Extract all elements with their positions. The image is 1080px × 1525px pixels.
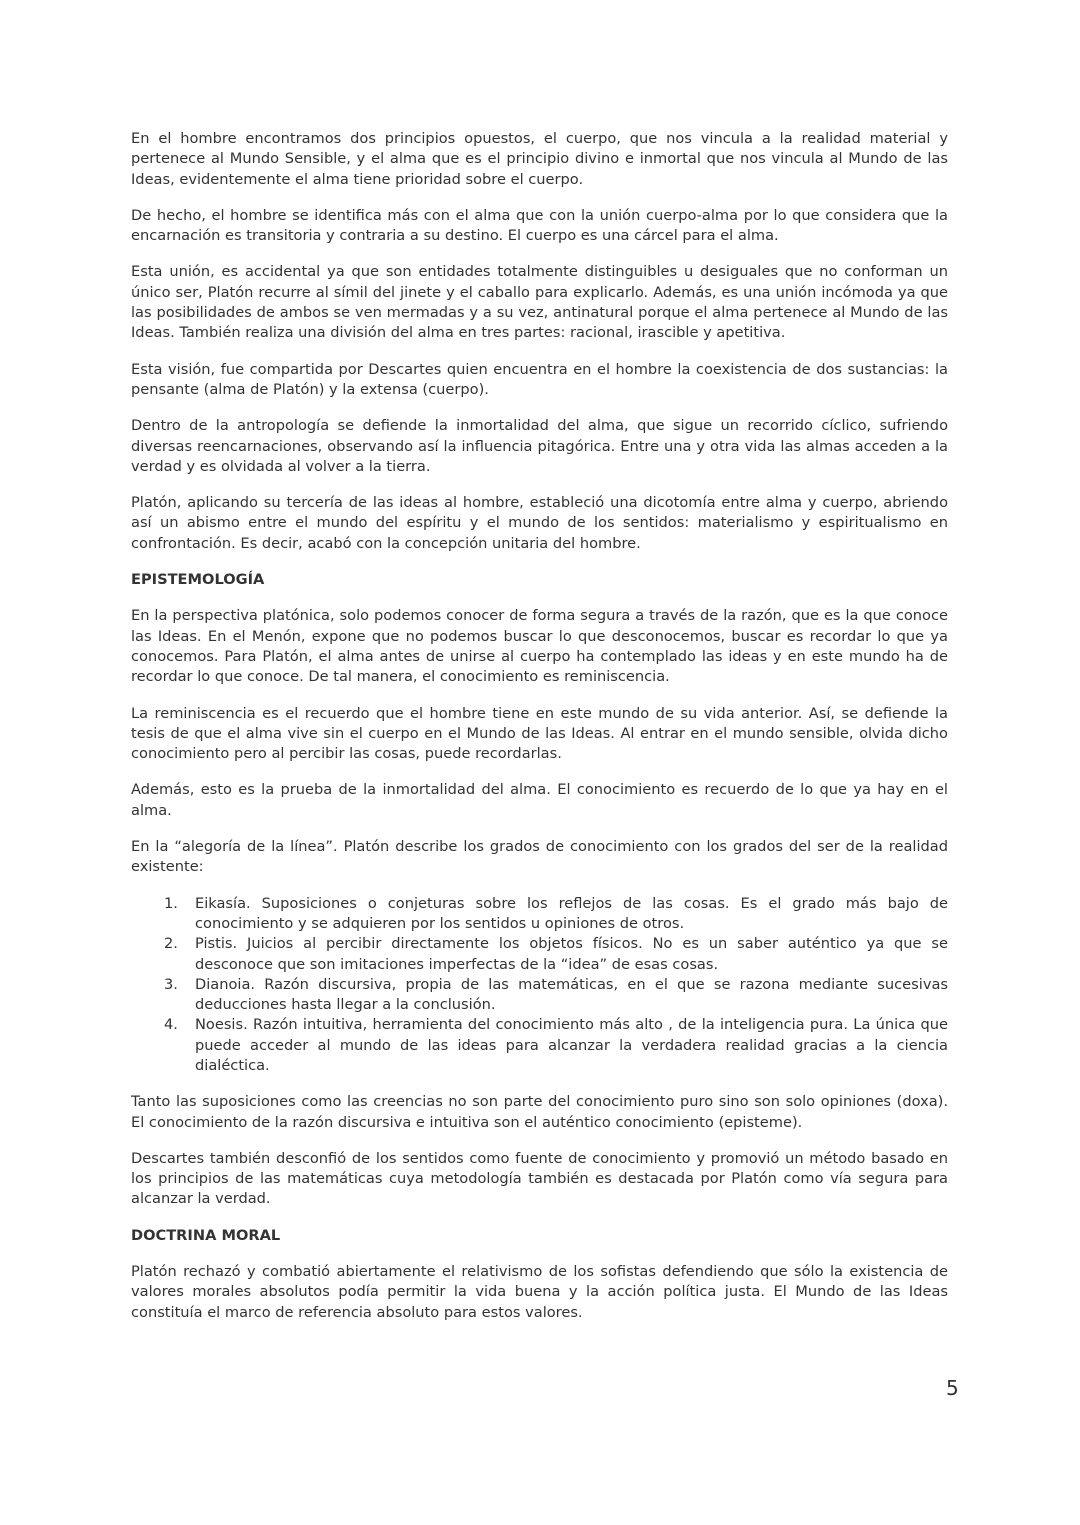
list-number: 2. [164,935,178,953]
section-heading-epistemologia: EPISTEMOLOGÍA [131,571,265,589]
paragraph: En la “alegoría de la línea”. Platón describe los grados de conocimiento con los grados del ser de la realidad existente: [131,838,948,876]
paragraph: De hecho, el hombre se identifica más con el alma que con la unión cuerpo-alma por lo que considera que la encarnación es transitoria y contraria a su destino. El cuerpo es una cárcel para el alma. [131,206,948,245]
page-number: 5 [946,1376,959,1400]
paragraph: Tanto las suposiciones como las creencias no son parte del conocimiento puro sino son solo opiniones (doxa). El conocimiento de la razón discursiva e intuitiva son el auténtico conocimiento (episteme). [131,1093,948,1131]
knowledge-degrees-list [131,894,948,1077]
list-item-text: Noesis. Razón intuitiva, herramienta del conocimiento más alto , de la inteligencia pura. La única que puede acceder al mundo de las ideas para alcanzar la verdadera realidad gracias a la ciencia dialéctica. [195,1016,948,1074]
list-item [131,934,948,975]
list-item-text: Pistis. Juicios al percibir directamente los objetos físicos. No es un saber auténtico ya que se desconoce que son imitaciones imperfectas de la “idea” de esas cosas. [195,935,948,973]
paragraph: Esta visión, fue compartida por Descartes quien encuentra en el hombre la coexistencia de dos sustancias: la pensante (alma de Platón) y la extensa (cuerpo). [131,360,948,398]
paragraph: Platón rechazó y combatió abiertamente el relativismo de los sofistas defendiendo que sólo la existencia de valores morales absolutos podía permitir la vida buena y la acción política justa. El Mundo de las Ideas constituía el marco de referencia absoluto para estos valores. [131,1263,948,1321]
list-item [131,1015,948,1076]
paragraph: Dentro de la antropología se defiende la inmortalidad del alma, que sigue un recorrido cíclico, sufriendo diversas reencarnaciones, observando así la influencia pitagórica. Entre una y otra vida las almas acceden a la verdad y es olvidada al volver a la tierra. [131,417,948,475]
list-item [131,975,948,1016]
section-heading-doctrina-moral: DOCTRINA MORAL [131,1226,281,1244]
list-number: 3. [164,975,178,993]
list-item-text: Dianoia. Razón discursiva, propia de las matemáticas, en el que se razona mediante sucesivas deducciones hasta llegar a la conclusión. [195,975,948,1014]
list-item-text: Eikasía. Suposiciones o conjeturas sobre los reflejos de las cosas. Es el grado más bajo de conocimiento y se adquieren por los sentidos u opiniones de otros. [195,894,948,932]
paragraph: La reminiscencia es el recuerdo que el hombre tiene en este mundo de su vida anterior. Así, se defiende la tesis de que el alma vive sin el cuerpo en el Mundo de las Ideas. Al entrar en el mundo sensible, olvida dicho conocimiento pero al percibir las cosas, puede recordarlas. [131,704,948,763]
paragraph: Descartes también desconfió de los sentidos como fuente de conocimiento y promovió un método basado en los principios de las matemáticas cuya metodología también es destacada por Platón como vía segura para alcanzar la verdad. [131,1149,948,1208]
paragraph: Platón, aplicando su tercería de las ideas al hombre, estableció una dicotomía entre alma y cuerpo, abriendo así un abismo entre el mundo del espíritu y el mundo de los sentidos: materialismo y espiritualismo en confrontación. Es decir, acabó con la concepción unitaria del hombre. [131,494,948,552]
list-number: 1. [164,894,178,912]
list-item [131,894,948,935]
document-page [131,129,948,1339]
paragraph: Esta unión, es accidental ya que son entidades totalmente distinguibles u desiguales que no conforman un único ser, Platón recurre al símil del jinete y el caballo para explicarlo. Además, es una unión incómoda ya que las posibilidades de ambos se ven mermadas y a su vez, antinatural porque el alma pertenece al Mundo de las Ideas. También realiza una división del alma en tres partes: racional, irascible y apetitiva. [131,263,948,342]
paragraph: En el hombre encontramos dos principios opuestos, el cuerpo, que nos vincula a la realidad material y pertenece al Mundo Sensible, y el alma que es el principio divino e inmortal que nos vincula al Mundo de las Ideas, evidentemente el alma tiene prioridad sobre el cuerpo. [131,130,948,188]
paragraph: Además, esto es la prueba de la inmortalidad del alma. El conocimiento es recuerdo de lo que ya hay en el alma. [131,781,948,819]
paragraph: En la perspectiva platónica, solo podemos conocer de forma segura a través de la razón, que es la que conoce las Ideas. En el Menón, expone que no podemos buscar lo que desconocemos, buscar es recordar lo que ya conocemos. Para Platón, el alma antes de unirse al cuerpo ha contemplado las ideas y en este mundo ha de recordar lo que conoce. De tal manera, el conocimiento es reminiscencia. [131,607,948,686]
list-number: 4. [164,1016,178,1034]
